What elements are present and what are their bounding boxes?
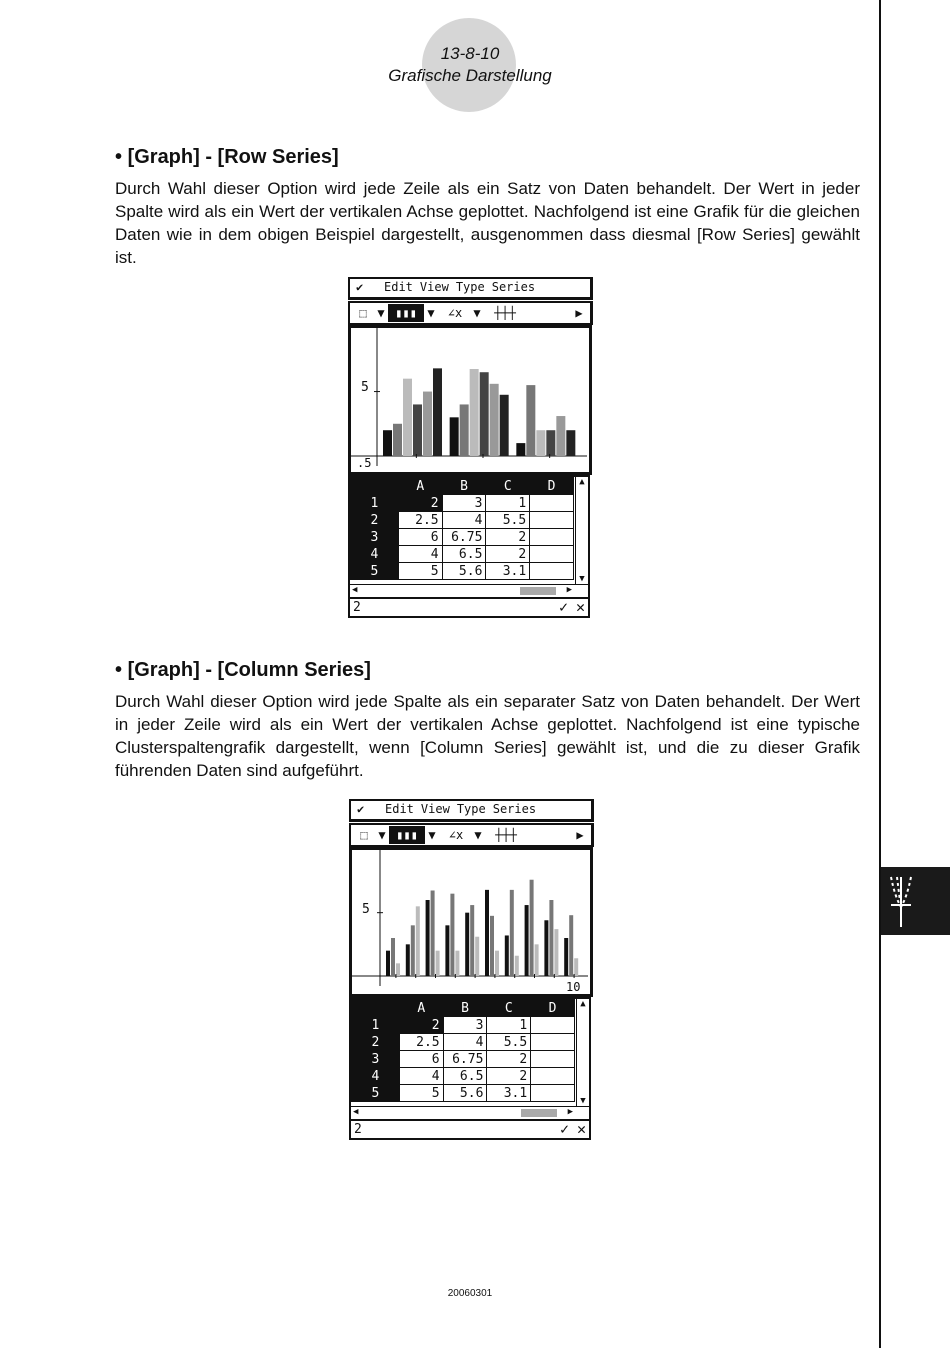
table-cell-selected[interactable]: 2 <box>399 1017 443 1034</box>
chart-bar <box>510 890 514 976</box>
entry-input[interactable]: 2 <box>353 600 361 615</box>
table-cell[interactable]: 3 <box>443 1017 487 1034</box>
table-row <box>352 1017 575 1034</box>
horizontal-scrollbar[interactable] <box>351 1106 589 1119</box>
entry-input[interactable]: 2 <box>354 1122 362 1137</box>
column-header[interactable]: D <box>530 478 574 495</box>
column-header[interactable]: B <box>442 478 486 495</box>
chart-bar <box>490 916 494 976</box>
chart-bar <box>406 944 410 976</box>
header-row <box>351 478 574 495</box>
table-cell[interactable]: 5.5 <box>486 512 530 529</box>
table-cell[interactable]: 3.1 <box>487 1085 531 1102</box>
column-header[interactable]: D <box>531 1000 575 1017</box>
chart-bar <box>460 404 469 456</box>
scroll-left-icon[interactable]: ◀ <box>353 1107 359 1117</box>
bullet-icon: • <box>115 659 128 681</box>
chart-bar <box>436 951 440 976</box>
table-cell[interactable]: 2.5 <box>399 1034 443 1051</box>
chart-bar <box>546 430 555 456</box>
menu-view[interactable]: View <box>419 280 449 294</box>
menu-edit[interactable]: Edit <box>385 802 414 816</box>
select-pointer-icon[interactable]: ⬚ <box>360 828 368 842</box>
chart-bar <box>515 956 519 976</box>
menu-bar <box>348 277 593 300</box>
table-cell[interactable]: 2 <box>486 546 530 563</box>
table-cell[interactable]: 5.6 <box>443 1085 487 1102</box>
chart-bar <box>526 385 535 456</box>
table-cell[interactable] <box>530 563 574 580</box>
header-row <box>352 1000 575 1017</box>
corner-cell[interactable] <box>352 1000 400 1017</box>
row-header[interactable]: 5 <box>351 563 399 580</box>
heading-text: [Graph] - [Column Series] <box>127 659 371 681</box>
line-graph-icon[interactable]: ∠x <box>448 828 464 842</box>
chevron-down-icon[interactable]: ▼ <box>474 828 482 842</box>
table-row <box>351 563 574 580</box>
menu-edit[interactable]: Edit <box>384 280 413 294</box>
data-table <box>350 477 574 580</box>
table-cell[interactable]: 5.6 <box>442 563 486 580</box>
menu-series[interactable]: Series <box>492 802 537 816</box>
chapter-tab-icon <box>881 867 950 935</box>
table-cell[interactable]: 6 <box>399 1051 443 1068</box>
chart-bar <box>490 384 499 456</box>
table-cell[interactable]: 6.75 <box>443 1051 487 1068</box>
cancel-x-icon[interactable]: ✕ <box>575 598 585 616</box>
toolbar <box>349 823 594 847</box>
table-cell[interactable] <box>531 1068 575 1085</box>
chart-bar <box>450 417 459 456</box>
table-cell[interactable] <box>531 1051 575 1068</box>
line-graph-icon[interactable]: ∠x <box>447 306 463 320</box>
page-number: 13-8-10 <box>440 44 500 63</box>
column-header[interactable]: A <box>398 478 442 495</box>
x-tick-label: .5 <box>357 456 372 470</box>
table-cell[interactable]: 6.75 <box>442 529 486 546</box>
chart-bar <box>566 430 575 456</box>
table-cell[interactable]: 5 <box>398 563 442 580</box>
table-cell[interactable] <box>531 1085 575 1102</box>
grid-icon[interactable]: ┼┼┼ <box>494 306 516 320</box>
table-cell[interactable]: 5.5 <box>487 1034 531 1051</box>
row-header[interactable]: 2 <box>352 1034 400 1051</box>
right-margin-rule <box>879 0 881 1348</box>
menu-view[interactable]: View <box>420 802 450 816</box>
table-cell[interactable]: 3 <box>442 495 486 512</box>
table-row <box>351 529 574 546</box>
menu-bar <box>349 799 594 822</box>
table-cell[interactable] <box>531 1017 575 1034</box>
column-header[interactable]: C <box>486 478 530 495</box>
table-cell[interactable] <box>531 1034 575 1051</box>
scroll-up-icon[interactable]: ▲ <box>579 477 585 487</box>
chart-bar <box>505 935 509 976</box>
chart-bar <box>574 958 578 976</box>
entry-line <box>351 1119 589 1138</box>
horizontal-scrollbar[interactable] <box>350 584 588 597</box>
chevron-down-icon[interactable]: ▼ <box>378 828 386 842</box>
row-header[interactable]: 4 <box>351 546 399 563</box>
table-cell[interactable] <box>530 546 574 563</box>
section-heading-column-series <box>115 659 371 682</box>
cancel-x-icon[interactable]: ✕ <box>576 1120 586 1138</box>
corner-cell[interactable] <box>351 478 399 495</box>
menu-type[interactable]: Type <box>456 802 486 816</box>
bar-chart <box>351 328 589 472</box>
table-cell[interactable]: 2 <box>487 1068 531 1085</box>
table-cell[interactable]: 2 <box>487 1051 531 1068</box>
table-cell[interactable]: 6 <box>398 529 442 546</box>
table-cell[interactable]: 3.1 <box>486 563 530 580</box>
header-circle <box>422 18 516 112</box>
table-cell[interactable]: 2.5 <box>398 512 442 529</box>
table-cell[interactable] <box>530 512 574 529</box>
chart-bar <box>500 395 509 456</box>
toolbar <box>348 301 593 325</box>
scroll-right-icon[interactable]: ▶ <box>575 306 583 320</box>
scroll-right-icon[interactable]: ▶ <box>566 585 572 595</box>
scroll-left-icon[interactable]: ◀ <box>352 585 358 595</box>
table-cell[interactable] <box>530 529 574 546</box>
chart-bar <box>450 894 454 976</box>
chart-bar <box>495 951 499 976</box>
vertical-scrollbar[interactable] <box>576 999 589 1106</box>
row-header[interactable]: 3 <box>351 529 399 546</box>
table-row <box>352 1085 575 1102</box>
chart-bar <box>383 430 392 456</box>
page-title: Grafische Darstellung <box>388 66 552 85</box>
vertical-scrollbar[interactable] <box>575 477 588 584</box>
chart-bar <box>391 938 395 976</box>
menu-type[interactable]: Type <box>455 280 485 294</box>
chart-bar <box>445 925 449 976</box>
chart-bar <box>549 900 553 976</box>
table-cell[interactable]: 4 <box>399 1068 443 1085</box>
scroll-down-icon[interactable]: ▼ <box>579 574 585 584</box>
chart-bar <box>411 925 415 976</box>
chart-bar <box>396 963 400 976</box>
table-cell[interactable]: 1 <box>487 1017 531 1034</box>
graph-area <box>349 847 593 997</box>
table-cell[interactable]: 4 <box>442 512 486 529</box>
chart-bar <box>403 379 412 456</box>
chart-bar <box>564 938 568 976</box>
chart-bar <box>485 890 489 976</box>
menu-series[interactable]: Series <box>491 280 536 294</box>
chart-bar <box>516 443 525 456</box>
column-header[interactable]: C <box>487 1000 531 1017</box>
chart-bar <box>386 951 390 976</box>
table-cell[interactable]: 6.5 <box>443 1068 487 1085</box>
scroll-up-icon[interactable]: ▲ <box>580 999 586 1009</box>
y-tick-label: 5 <box>362 902 370 917</box>
chart-bar <box>416 906 420 976</box>
table-row <box>352 1068 575 1085</box>
table-row <box>352 1051 575 1068</box>
table-row <box>351 495 574 512</box>
row-header[interactable]: 2 <box>351 512 399 529</box>
table-cell[interactable]: 4 <box>443 1034 487 1051</box>
chevron-down-icon[interactable]: ▼ <box>473 306 481 320</box>
column-header[interactable]: B <box>443 1000 487 1017</box>
chart-bar <box>413 404 422 456</box>
bar-chart <box>352 850 590 994</box>
table-row <box>351 512 574 529</box>
chart-bar <box>554 929 558 976</box>
chart-bar <box>480 372 489 456</box>
spreadsheet <box>349 997 591 1140</box>
menu-checkmark-icon[interactable]: ✔ <box>356 280 364 294</box>
entry-line <box>350 597 588 616</box>
table-cell[interactable]: 2 <box>486 529 530 546</box>
table-cell[interactable]: 6.5 <box>442 546 486 563</box>
chart-bar <box>556 416 565 456</box>
chart-bar <box>433 368 442 456</box>
column-header[interactable]: A <box>399 1000 443 1017</box>
scroll-thumb[interactable] <box>520 587 556 595</box>
section-paragraph-column-series: Durch Wahl dieser Option wird jede Spalte als ein separater Satz von Daten behandelt. Der Wert in jeder Zeile wird als ein Wert der vertikalen Achse geplottet. Nachfolgend ist eine typische Clusterspaltengrafik dargestellt, wenn [Column Series] gewählt ist, und die zu dieser Grafik führenden Daten sind aufgeführt. <box>115 692 860 780</box>
graph-area <box>348 325 592 475</box>
menu-checkmark-icon[interactable]: ✔ <box>357 802 365 816</box>
chart-bar <box>544 920 548 976</box>
bar-graph-icon[interactable]: ▮▮▮ <box>389 826 425 844</box>
table-row <box>352 1034 575 1051</box>
confirm-check-icon[interactable]: ✓ <box>559 1120 569 1138</box>
row-header[interactable]: 3 <box>352 1051 400 1068</box>
chart-bar <box>525 905 529 976</box>
table-cell[interactable]: 5 <box>399 1085 443 1102</box>
x-tick-label: 10 <box>566 980 581 994</box>
scroll-right-icon[interactable]: ▶ <box>567 1107 573 1117</box>
table-cell-selected[interactable]: 2 <box>398 495 442 512</box>
table-row <box>351 546 574 563</box>
row-header[interactable]: 5 <box>352 1085 400 1102</box>
footer-code: 20060301 <box>447 1288 493 1299</box>
chart-bar <box>393 424 402 456</box>
section-paragraph-row-series: Durch Wahl dieser Option wird jede Zeile als ein Satz von Daten behandelt. Der Wert in jeder Spalte wird als ein Wert der vertikalen Achse geplottet. Nachfolgend ist eine Grafik für die gleichen Daten wie in dem obigen Beispiel dargestellt, ausgenommen dass diesmal [Row Series] gewählt ist. <box>115 179 860 267</box>
chart-bar <box>465 913 469 976</box>
select-pointer-icon[interactable]: ⬚ <box>359 306 367 320</box>
chevron-down-icon[interactable]: ▼ <box>428 828 436 842</box>
chart-bar <box>536 430 545 456</box>
spreadsheet <box>348 475 590 618</box>
table-cell[interactable] <box>530 495 574 512</box>
chart-bar <box>470 905 474 976</box>
chart-bar <box>475 937 479 976</box>
chevron-down-icon[interactable]: ▼ <box>377 306 385 320</box>
chart-bar <box>423 392 432 456</box>
table-cell[interactable]: 4 <box>398 546 442 563</box>
section-heading-row-series <box>115 146 339 169</box>
bullet-icon: • <box>115 146 128 168</box>
y-tick-label: 5 <box>361 380 369 395</box>
chevron-down-icon[interactable]: ▼ <box>427 306 435 320</box>
row-header[interactable]: 4 <box>352 1068 400 1085</box>
heading-text: [Graph] - [Row Series] <box>127 146 339 168</box>
scroll-thumb[interactable] <box>521 1109 557 1117</box>
grid-icon[interactable]: ┼┼┼ <box>495 828 517 842</box>
chart-bar <box>530 880 534 976</box>
table-cell[interactable]: 1 <box>486 495 530 512</box>
chart-bar <box>535 944 539 976</box>
scroll-down-icon[interactable]: ▼ <box>580 1096 586 1106</box>
bar-graph-icon[interactable]: ▮▮▮ <box>388 304 424 322</box>
chart-bar <box>569 915 573 976</box>
chart-bar <box>431 891 435 977</box>
row-header[interactable]: 1 <box>352 1017 400 1034</box>
data-table <box>351 999 575 1102</box>
confirm-check-icon[interactable]: ✓ <box>558 598 568 616</box>
row-header[interactable]: 1 <box>351 495 399 512</box>
chart-bar <box>455 951 459 976</box>
chart-bar <box>426 900 430 976</box>
scroll-right-icon[interactable]: ▶ <box>576 828 584 842</box>
chart-bar <box>470 369 479 456</box>
